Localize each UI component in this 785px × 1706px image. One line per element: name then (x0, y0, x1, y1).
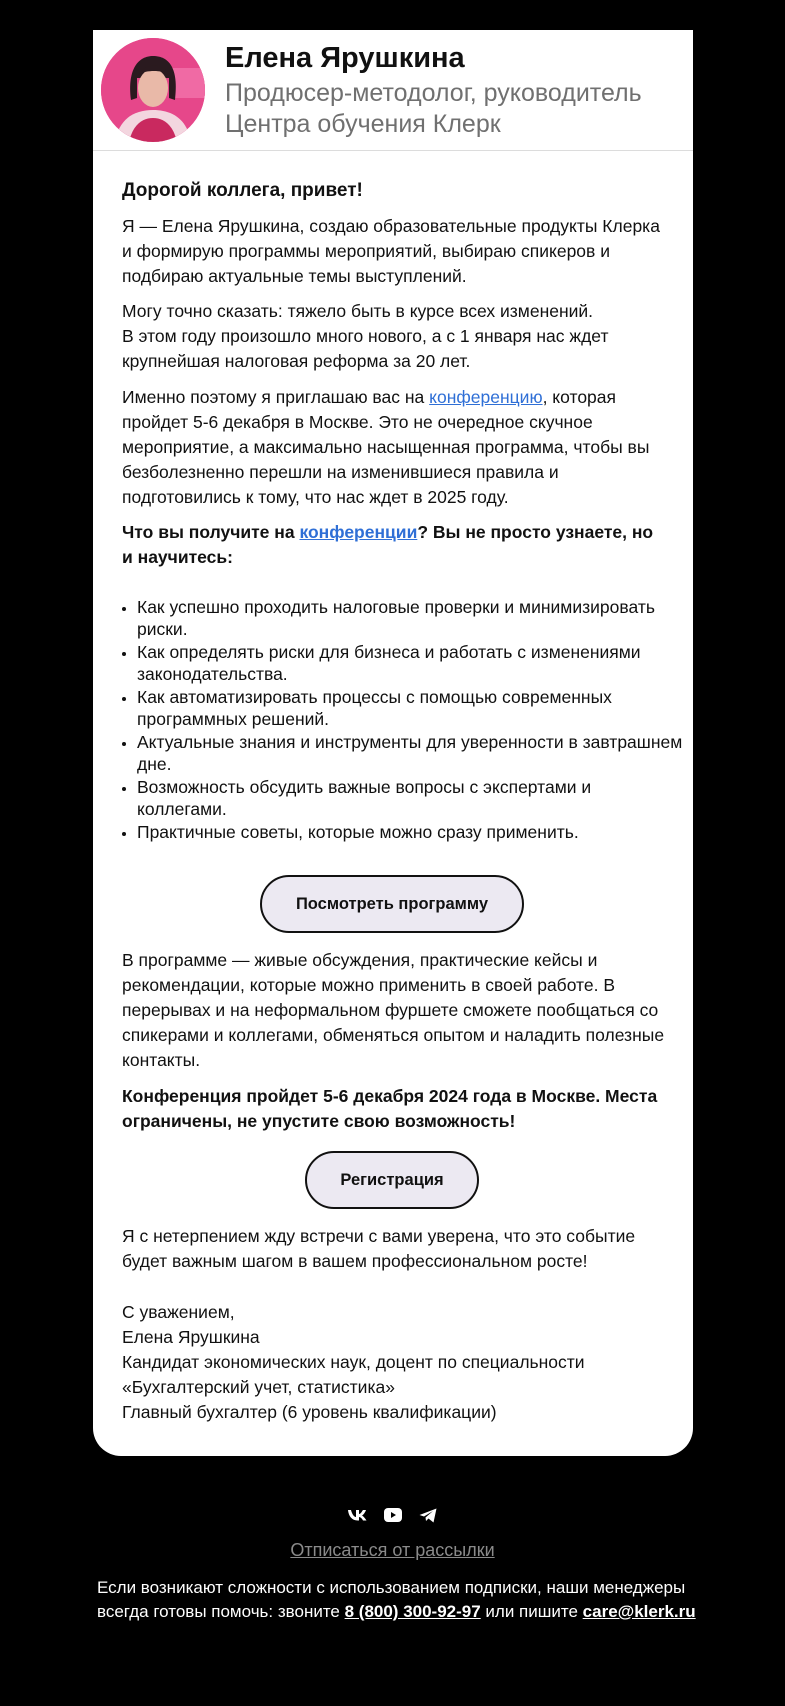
benefits-list (122, 596, 685, 844)
list-item: Практичные советы, которые можно сразу применить. (137, 821, 685, 843)
phone-link[interactable]: 8 (800) 300-92-97 (344, 1602, 481, 1621)
avatar-photo (101, 38, 205, 142)
avatar (101, 38, 205, 142)
help-text-before: Если возникают сложности с использованием подписки, наши менеджеры всегда готовы помочь: звоните (97, 1578, 686, 1621)
sender-header (93, 30, 693, 151)
question-text-after: ? Вы не просто узнаете, но и научитесь: (122, 522, 654, 567)
conference-date-paragraph: Конференция пройдет 5-6 декабря 2024 года в Москве. Места ограничены, не упустите свою возможность! (122, 1086, 658, 1131)
list-item: Как определять риски для бизнеса и работать с изменениями законодательства. (137, 641, 685, 685)
sender-name: Елена Ярушкина (225, 42, 465, 74)
signature-name: Елена Ярушкина (122, 1327, 260, 1347)
email-link[interactable]: care@klerk.ru (582, 1602, 696, 1621)
intro-paragraph: Я — Елена Ярушкина, создаю образовательные продукты Клерка и формирую программы мероприятий, выбираю спикеров и подбираю актуальные темы выступлений. (122, 216, 660, 286)
signature (122, 1300, 667, 1425)
help-text-middle: или пишите (480, 1602, 583, 1621)
list-item: Возможность обсудить важные вопросы с экспертами и коллегами. (137, 776, 685, 820)
program-paragraph: В программе — живые обсуждения, практические кейсы и рекомендации, которые можно применить в своей работе. В перерывах и на неформальном фуршете сможете пообщаться со спикерами и коллегами, обменяться опытом и наладить полезные контакты. (122, 950, 665, 1070)
invite-text-before: Именно поэтому я приглашаю вас на (122, 387, 430, 407)
help-text (97, 1576, 697, 1624)
closing-paragraph: Я с нетерпением жду встречи с вами уверена, что это событие будет важным шагом в вашем профессиональном росте! (122, 1226, 636, 1271)
benefits-question (122, 520, 662, 570)
question-text-before: Что вы получите на (122, 522, 300, 542)
view-program-button[interactable]: Посмотреть программу (260, 875, 524, 933)
unsubscribe-link[interactable]: Отписаться от рассылки (290, 1540, 495, 1560)
invite-text-after: , которая пройдет 5-6 декабря в Москве. Это не очередное скучное мероприятие, а максимально насыщенная программа, чтобы вы безболезненно перешли на изменившиеся правила и подготовились к тому, что нас ждет в 2025 году. (122, 387, 650, 507)
list-item: Как успешно проходить налоговые проверки и минимизировать риски. (137, 596, 685, 640)
vk-icon[interactable] (346, 1502, 368, 1528)
conference-link[interactable]: конференцию (429, 387, 543, 407)
signature-regards: С уважением, (122, 1302, 235, 1322)
greeting: Дорогой коллега, привет! (122, 180, 363, 201)
changes-paragraph (122, 299, 667, 374)
list-item: Как автоматизировать процессы с помощью современных программных решений. (137, 686, 685, 730)
sender-role: Продюсер-методолог, руководитель Центра обучения Клерк (225, 79, 642, 138)
changes-line-2: В этом году произошло много нового, а с 1 января нас ждет крупнейшая налоговая реформа за 20 лет. (122, 326, 609, 371)
list-item: Актуальные знания и инструменты для уверенности в завтрашнем дне. (137, 731, 685, 775)
social-icons (346, 1502, 466, 1528)
changes-line-1: Могу точно сказать: тяжело быть в курсе всех изменений. (122, 301, 594, 321)
conference-link-2[interactable]: конференции (299, 522, 418, 542)
signature-position: Главный бухгалтер (6 уровень квалификации) (122, 1402, 497, 1422)
telegram-icon[interactable] (417, 1502, 439, 1528)
invite-paragraph (122, 385, 662, 510)
signature-degree: Кандидат экономических наук, доцент по специальности «Бухгалтерский учет, статистика» (122, 1352, 585, 1397)
register-button[interactable]: Регистрация (305, 1151, 479, 1209)
youtube-icon[interactable] (382, 1502, 404, 1528)
